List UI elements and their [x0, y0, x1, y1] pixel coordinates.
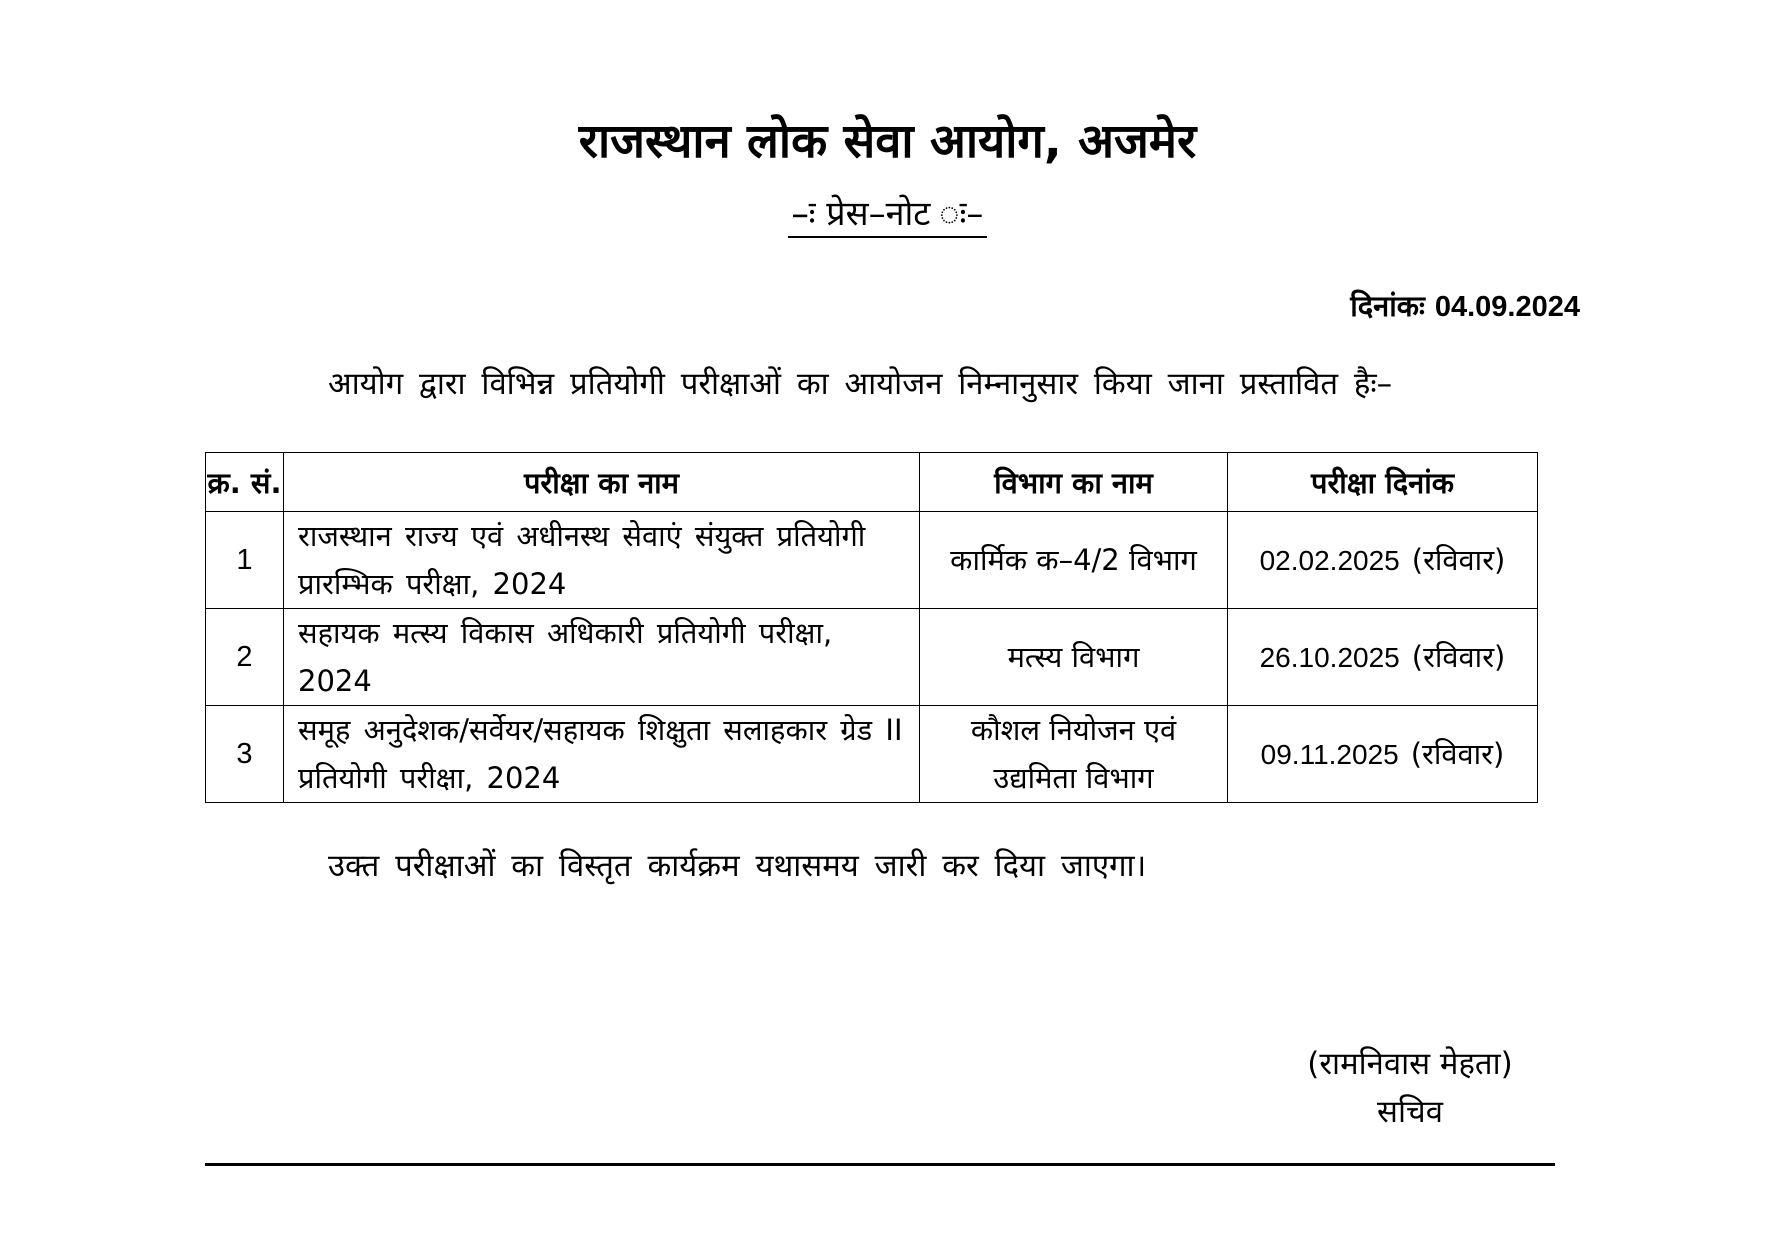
signature-block — [1270, 1040, 1550, 1136]
date-label: दिनांकः — [1350, 289, 1425, 323]
row-department: कार्मिक क–4/2 विभाग — [920, 512, 1228, 609]
press-note-label: –ः प्रेस–नोट ः– — [788, 194, 988, 238]
row-day: (रविवार) — [1410, 736, 1505, 771]
row-sno: 2 — [206, 609, 284, 706]
row-exam-date — [1228, 609, 1538, 706]
table-row — [206, 609, 1538, 706]
signatory-name: (रामनिवास मेहता) — [1307, 1046, 1513, 1082]
row-date-value: 26.10.2025 — [1259, 641, 1400, 673]
signatory-designation: सचिव — [1377, 1094, 1443, 1130]
row-exam-name: समूह अनुदेशक/सर्वेयर/सहायक शिक्षुता सलाहकार ग्रेड II प्रतियोगी परीक्षा, 2024 — [284, 706, 920, 803]
closing-paragraph: उक्त परीक्षाओं का विस्तृत कार्यक्रम यथासमय जारी कर दिया जाएगा। — [328, 848, 1147, 884]
row-exam-date — [1228, 512, 1538, 609]
exam-schedule-table — [205, 452, 1538, 803]
table-row — [206, 706, 1538, 803]
press-note-heading — [0, 192, 1775, 236]
intro-paragraph: आयोग द्वारा विभिन्न प्रतियोगी परीक्षाओं का आयोजन निम्नानुसार किया जाना प्रस्तावित हैः– — [328, 366, 1393, 402]
header-exam-date: परीक्षा दिनांक — [1228, 453, 1538, 512]
row-department: कौशल नियोजन एवं उद्यमिता विभाग — [920, 706, 1228, 803]
row-sno: 3 — [206, 706, 284, 803]
header-department: विभाग का नाम — [920, 453, 1228, 512]
bottom-divider — [205, 1163, 1555, 1166]
row-exam-name: राजस्थान राज्य एवं अधीनस्थ सेवाएं संयुक्त प्रतियोगी प्रारम्भिक परीक्षा, 2024 — [284, 512, 920, 609]
row-date-value: 02.02.2025 — [1259, 544, 1400, 576]
row-department: मत्स्य विभाग — [920, 609, 1228, 706]
header-sno: क्र. सं. — [206, 453, 284, 512]
page-title: राजस्थान लोक सेवा आयोग, अजमेर — [578, 114, 1197, 169]
row-exam-name: सहायक मत्स्य विकास अधिकारी प्रतियोगी परीक्षा, 2024 — [284, 609, 920, 706]
date-line — [1350, 286, 1580, 327]
table-row — [206, 512, 1538, 609]
header-exam-name: परीक्षा का नाम — [284, 453, 920, 512]
row-day: (रविवार) — [1411, 542, 1506, 577]
row-date-value: 09.11.2025 — [1260, 738, 1399, 770]
date-value: 04.09.2024 — [1434, 291, 1580, 323]
row-exam-date — [1228, 706, 1538, 803]
row-day: (रविवार) — [1411, 639, 1506, 674]
table-header-row — [206, 453, 1538, 512]
row-sno: 1 — [206, 512, 284, 609]
